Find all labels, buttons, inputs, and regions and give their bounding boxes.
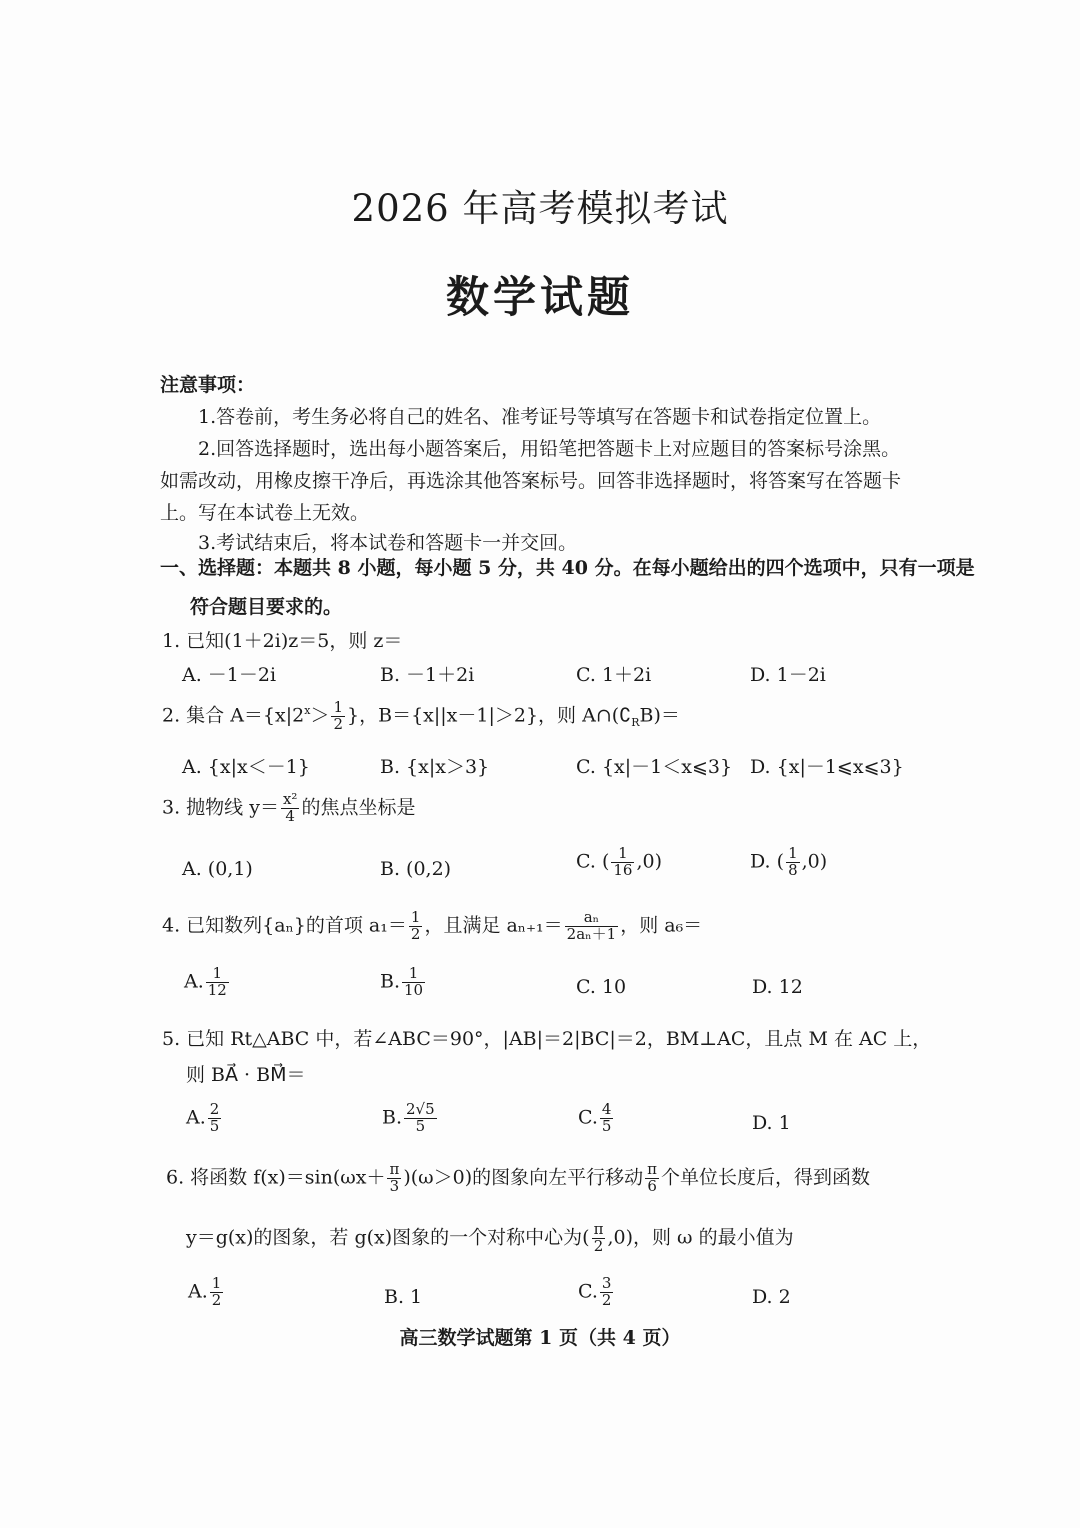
q4-b-num: 1 <box>402 966 425 983</box>
q2-frac-den: 2 <box>333 714 344 733</box>
q6-c-den: 2 <box>601 1290 612 1309</box>
question-5-stem: 5. 已知 Rt△ABC 中，若∠ABC＝90°，|AB|＝2|BC|＝2，BM⊥AC，且点 M 在 AC 上， <box>162 1028 932 1050</box>
q6-c-fraction <box>600 1276 614 1309</box>
q6-stem-mid: )(ω＞0)的图象向左平行移动 <box>403 1166 644 1189</box>
q6-l2-pre: y＝g(x)的图象，若 g(x)图象的一个对称中心为( <box>186 1226 590 1249</box>
q6-a-den: 2 <box>211 1290 222 1309</box>
q3-option-c <box>576 846 662 879</box>
q5-b-label: B. <box>382 1106 403 1129</box>
q5-b-den: 5 <box>415 1116 426 1135</box>
q2-stem-pre: 2. 集合 A＝{x|2 <box>162 704 305 727</box>
q6-l2-post: ,0)，则 ω 的最小值为 <box>607 1226 794 1249</box>
q4-stem-post: ，则 a₆＝ <box>620 914 703 937</box>
notice-heading: 注意事项： <box>160 374 256 396</box>
question-6-stem-cont <box>186 1222 794 1255</box>
q6-frac3-den: 2 <box>593 1236 604 1255</box>
q3-d-pre: D. ( <box>750 850 785 873</box>
notice-item-2-cont: 如需改动，用橡皮擦干净后，再选涂其他答案标号。回答非选择题时，将答案写在答题卡 <box>160 470 902 492</box>
q5-option-a <box>186 1102 223 1135</box>
q6-stem-pre: 6. 将函数 f(x)＝sin(ωx＋ <box>166 1166 386 1189</box>
q1-option-d: D. 1－2i <box>750 664 826 686</box>
q3-option-b: B. (0,2) <box>380 858 452 880</box>
q2-option-c: C. {x|－1＜x⩽3} <box>576 756 733 778</box>
q4-option-a <box>184 966 231 999</box>
q6-frac2-num: π <box>647 1160 658 1178</box>
q2-fraction <box>331 700 345 733</box>
q6-frac1-den: 3 <box>389 1176 400 1195</box>
q4-a-num: 1 <box>206 966 229 983</box>
q1-option-a: A. －1－2i <box>182 664 277 686</box>
q6-option-c <box>578 1276 615 1309</box>
q6-option-d: D. 2 <box>752 1286 791 1308</box>
q4-b-fraction <box>402 966 425 999</box>
q6-option-b: B. 1 <box>384 1286 423 1308</box>
q6-fraction-2 <box>645 1162 659 1195</box>
q2-option-a: A. {x|x＜－1} <box>182 756 310 778</box>
q3-frac-den: 4 <box>285 806 295 825</box>
q2-option-d: D. {x|－1⩽x⩽3} <box>750 756 904 778</box>
q3-fraction <box>281 792 299 825</box>
q2-frac-num: 1 <box>333 698 344 716</box>
q4-stem-pre: 4. 已知数列{aₙ}的首项 a₁＝ <box>162 914 407 937</box>
q4-option-d: D. 12 <box>752 976 803 998</box>
q2-subscript: R <box>631 716 640 730</box>
q6-option-a <box>188 1276 225 1309</box>
q5-option-c <box>578 1102 615 1135</box>
q6-stem-post: 个单位长度后，得到函数 <box>661 1166 871 1189</box>
q4-option-b <box>380 966 427 999</box>
q4-frac1-num: 1 <box>410 908 421 926</box>
q6-a-fraction <box>210 1276 224 1309</box>
q5-b-num: 2√5 <box>406 1100 435 1118</box>
q5-c-fraction <box>600 1102 614 1135</box>
notice-item-3: 3.考试结束后，将本试卷和答题卡一并交回。 <box>198 532 578 554</box>
q4-a-label: A. <box>184 970 204 993</box>
q6-c-label: C. <box>578 1280 598 1303</box>
notice-item-1: 1.答卷前，考生务必将自己的姓名、准考证号等填写在答题卡和试卷指定位置上。 <box>198 406 882 428</box>
q6-fraction-3 <box>592 1222 606 1255</box>
question-4-stem <box>162 910 702 943</box>
q5-option-d: D. 1 <box>752 1112 791 1134</box>
q3-d-num: 1 <box>788 844 798 862</box>
q5-b-fraction <box>404 1102 437 1135</box>
q4-b-label: B. <box>380 970 401 993</box>
q4-frac2-den: 2aₙ＋1 <box>566 924 617 943</box>
q2-stem-gt: ＞ <box>310 704 330 727</box>
q3-c-pre: C. ( <box>576 850 610 873</box>
q3-c-post: ,0) <box>636 850 662 873</box>
question-6-stem <box>166 1162 870 1195</box>
q2-stem-post: }，B＝{x||x－1|＞2}，则 A∩(∁ <box>347 704 632 727</box>
q3-frac-num: x² <box>282 790 298 808</box>
exam-title: 2026 年高考模拟考试 <box>351 187 729 230</box>
q1-option-c: C. 1＋2i <box>576 664 652 686</box>
q5-c-label: C. <box>578 1106 598 1129</box>
section-heading: 一、选择题：本题共 8 小题，每小题 5 分，共 40 分。在每小题给出的四个选项中，只有一项是 <box>160 557 975 579</box>
q5-c-num: 4 <box>601 1100 612 1118</box>
q2-option-b: B. {x|x＞3} <box>380 756 490 778</box>
q4-a-den: 12 <box>207 980 227 999</box>
notice-item-2: 2.回答选择题时，选出每小题答案后，用铅笔把答题卡上对应题目的答案标号涂黑。 <box>198 438 901 460</box>
q4-fraction-1 <box>409 910 423 943</box>
q4-stem-mid: ，且满足 aₙ₊₁＝ <box>424 914 563 937</box>
q4-fraction-2 <box>565 910 619 943</box>
q2-stem-end: B)＝ <box>639 704 680 727</box>
q6-frac2-den: 6 <box>647 1176 657 1195</box>
question-1-stem: 1. 已知(1＋2i)z＝5，则 z＝ <box>162 630 403 652</box>
q3-stem-pre: 3. 抛物线 y＝ <box>162 796 279 819</box>
q5-a-fraction <box>208 1102 222 1135</box>
q6-frac1-num: π <box>389 1160 400 1178</box>
q3-d-post: ,0) <box>801 850 828 873</box>
q4-a-fraction <box>206 966 229 999</box>
q4-frac2-num: aₙ <box>565 910 619 927</box>
page-footer: 高三数学试题第 1 页（共 4 页） <box>399 1327 681 1349</box>
q5-c-den: 5 <box>601 1116 612 1135</box>
question-2-stem <box>162 700 680 733</box>
question-5-stem-cont: 则 BA⃗ · BM⃗＝ <box>186 1064 306 1086</box>
subject-title: 数学试题 <box>446 273 634 323</box>
q5-option-b <box>382 1102 439 1135</box>
q6-fraction-1 <box>387 1162 401 1195</box>
q3-stem-post: 的焦点坐标是 <box>301 796 416 819</box>
q5-a-den: 5 <box>209 1116 220 1135</box>
q5-a-num: 2 <box>209 1100 220 1118</box>
q4-b-den: 10 <box>404 980 424 999</box>
q3-option-a: A. (0,1) <box>182 858 253 880</box>
question-3-stem <box>162 792 415 825</box>
q4-option-c: C. 10 <box>576 976 627 998</box>
q5-a-label: A. <box>186 1106 206 1129</box>
q2-exponent: x <box>304 703 311 717</box>
q3-c-fraction <box>611 846 634 879</box>
q6-a-num: 1 <box>211 1274 222 1292</box>
q1-option-b: B. －1＋2i <box>380 664 475 686</box>
section-heading-cont: 符合题目要求的。 <box>190 596 343 618</box>
q3-d-fraction <box>786 846 800 879</box>
notice-item-2-cont2: 上。写在本试卷上无效。 <box>160 502 370 524</box>
q3-c-num: 1 <box>611 846 634 863</box>
q6-c-num: 3 <box>601 1274 612 1292</box>
q3-option-d <box>750 846 827 879</box>
q3-d-den: 8 <box>788 860 798 879</box>
q3-c-den: 16 <box>613 860 633 879</box>
q6-a-label: A. <box>188 1280 208 1303</box>
q4-frac1-den: 2 <box>410 924 421 943</box>
q6-frac3-num: π <box>593 1220 604 1238</box>
